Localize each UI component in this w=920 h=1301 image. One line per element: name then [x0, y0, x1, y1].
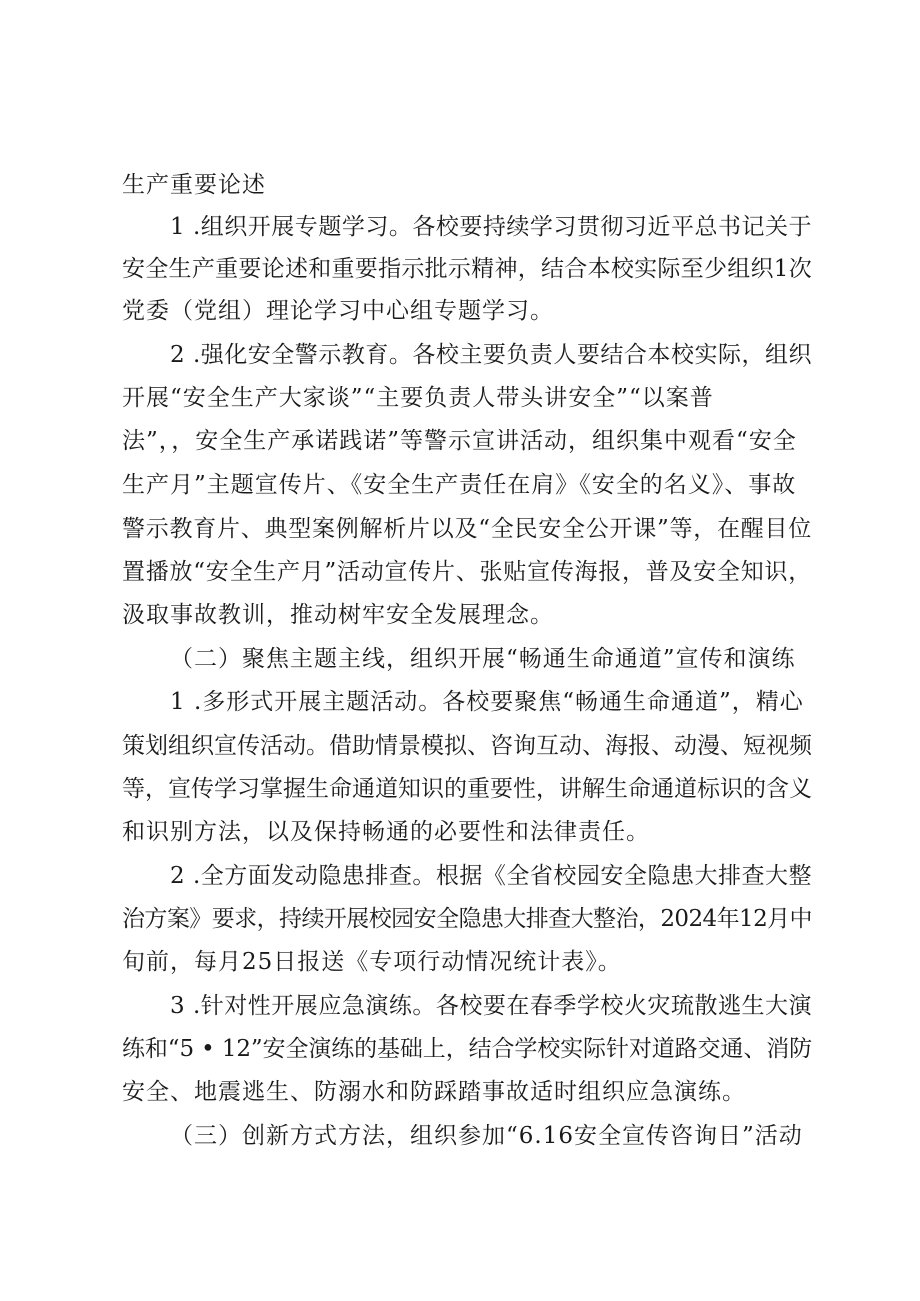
text-line-16: 和识别方法，以及保持畅通的必要性和法律责任。	[122, 819, 650, 845]
text-line-7: 法”，，安全生产承诺践诺”等警示宣讲活动，组织集中观看“安全	[122, 428, 797, 454]
text-line-22: 安全、地震逃生、防溺水和防踩踏事故适时组织应急演练。	[122, 1079, 746, 1105]
section-heading-3: （三）创新方式方法，组织参加“6.16安全宣传咨询日”活动	[170, 1123, 803, 1149]
text-line-17: 2 .全方面发动隐患排查。根据《全省校园安全隐患大排查大整	[170, 863, 812, 889]
text-line-8: 生产月”主题宣传片、《安全生产责任在肩》《安全的名义》、事故	[122, 472, 797, 498]
text-line-18: 治方案》要求，持续开展校园安全隐患大排查大整治，2024年12月中	[122, 906, 812, 932]
text-line-14: 策划组织宣传活动。借助情景模拟、咨询互动、海报、动漫、短视频	[122, 733, 812, 759]
section-heading-2: （二）聚焦主题主线，组织开展“畅通生命通道”宣传和演练	[170, 646, 796, 672]
text-line-4: 党委（党组）理论学习中心组专题学习。	[122, 298, 554, 324]
text-line-1: 生产重要论述	[122, 172, 266, 198]
text-line-10: 置播放“安全生产月”活动宣传片、张贴宣传海报，普及安全知识，	[122, 559, 812, 585]
text-line-15: 等，宣传学习掌握生命通道知识的重要性，讲解生命通道标识的含义	[122, 776, 812, 802]
text-line-20: 3 .针对性开展应急演练。各校要在春季学校火灾琉散逃生大演	[170, 993, 812, 1019]
text-line-9: 警示教育片、典型案例解析片以及“全民安全公开课”等，在醒目位	[122, 516, 812, 542]
text-line-11: 汲取事故教训，推动树牢安全发展理念。	[122, 602, 554, 628]
text-line-19: 旬前，每月25日报送《专项行动情况统计表》。	[122, 949, 622, 975]
text-line-5: 2 .强化安全警示教育。各校主要负责人要结合本校实际，组织	[170, 342, 812, 368]
text-line-21: 练和“5 • 12”安全演练的基础上，结合学校实际针对道路交通、消防	[122, 1036, 812, 1062]
text-line-13: 1 .多形式开展主题活动。各校要聚焦“畅通生命通道”，精心	[170, 689, 804, 715]
text-line-2: 1 .组织开展专题学习。各校要持续学习贯彻习近平总书记关于	[170, 214, 812, 240]
text-line-6: 开展“安全生产大家谈”“主要负责人带头讲安全”“以案普	[122, 385, 714, 411]
text-line-3: 安全生产重要论述和重要指示批示精神，结合本校实际至少组织1次	[122, 256, 812, 282]
